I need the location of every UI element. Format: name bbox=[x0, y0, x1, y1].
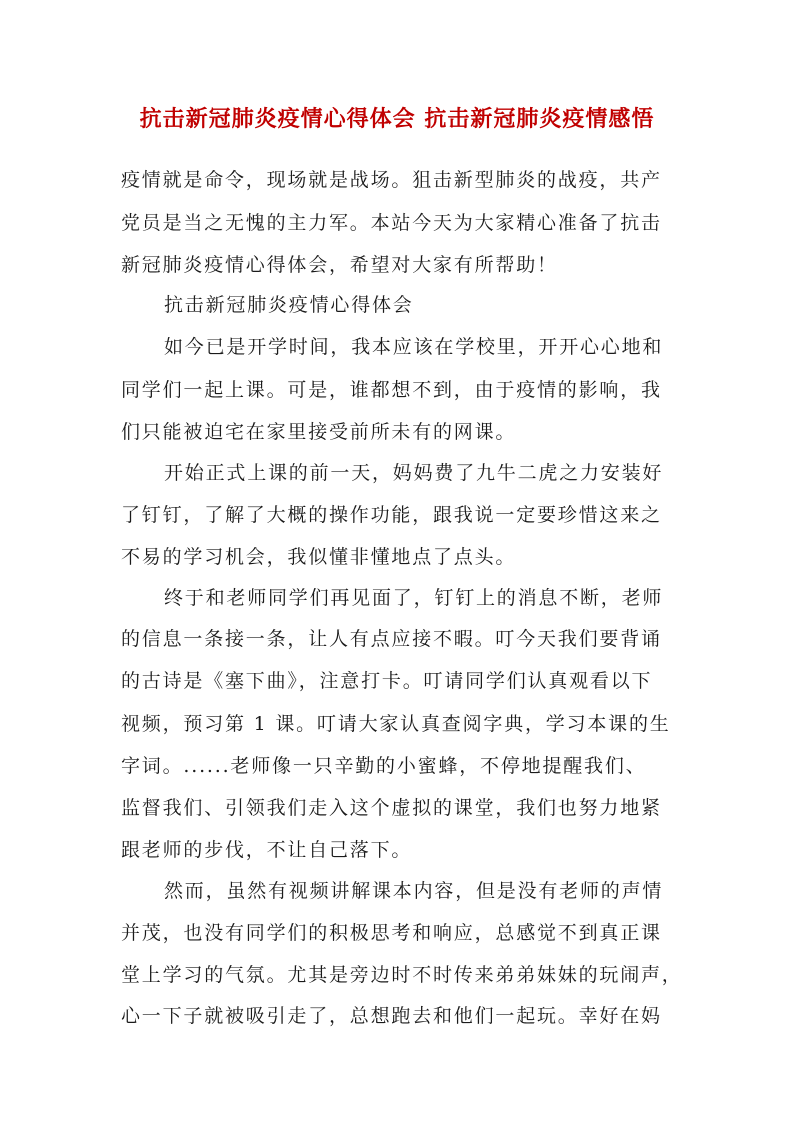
text-line: 新冠肺炎疫情心得体会，希望对大家有所帮助！ bbox=[121, 254, 558, 276]
text-line: 并茂，也没有同学们的积极思考和响应，总感觉不到真正课 bbox=[121, 922, 662, 944]
text-line: 字词。......老师像一只辛勤的小蜜蜂，不停地提醒我们、 bbox=[121, 755, 647, 777]
text-line: 视频，预习第 1 课。叮请大家认真查阅字典，学习本课的生 bbox=[121, 713, 671, 735]
text-line: 监督我们、引领我们走入这个虚拟的课堂，我们也努力地紧 bbox=[121, 797, 662, 819]
text-line: 跟老师的步伐，不让自己落下。 bbox=[121, 839, 413, 861]
text-line: 疫情就是命令，现场就是战场。狙击新型肺炎的战疫，共产 bbox=[121, 169, 662, 191]
text-line: 如今已是开学时间，我本应该在学校里，开开心心地和 bbox=[164, 336, 664, 358]
text-line: 不易的学习机会，我似懂非懂地点了点头。 bbox=[121, 546, 517, 568]
text-line: 然而，虽然有视频讲解课本内容，但是没有老师的声情 bbox=[164, 880, 664, 902]
text-line: 堂上学习的气氛。尤其是旁边时不时传来弟弟妹妹的玩闹声， bbox=[121, 964, 683, 986]
text-line: 的古诗是《塞下曲》，注意打卡。叮请同学们认真观看以下 bbox=[121, 670, 653, 692]
text-line: 了钉钉，了解了大概的操作功能，跟我说一定要珍惜这来之 bbox=[121, 504, 662, 526]
text-line: 党员是当之无愧的主力军。本站今天为大家精心准备了抗击 bbox=[121, 212, 662, 234]
text-line: 开始正式上课的前一天，妈妈费了九牛二虎之力安装好 bbox=[164, 462, 664, 484]
text-line: 终于和老师同学们再见面了，钉钉上的消息不断，老师 bbox=[164, 587, 664, 609]
text-line: 同学们一起上课。可是，谁都想不到，由于疫情的影响，我 bbox=[121, 379, 662, 401]
text-line: 心一下子就被吸引走了，总想跑去和他们一起玩。幸好在妈 bbox=[121, 1005, 662, 1027]
document-title: 抗击新冠肺炎疫情心得体会 抗击新冠肺炎疫情感悟 bbox=[139, 106, 655, 132]
text-line: 的信息一条接一条，让人有点应接不暇。叮今天我们要背诵 bbox=[121, 628, 662, 650]
text-line: 们只能被迫宅在家里接受前所未有的网课。 bbox=[121, 421, 517, 443]
section-heading: 抗击新冠肺炎疫情心得体会 bbox=[164, 294, 414, 316]
